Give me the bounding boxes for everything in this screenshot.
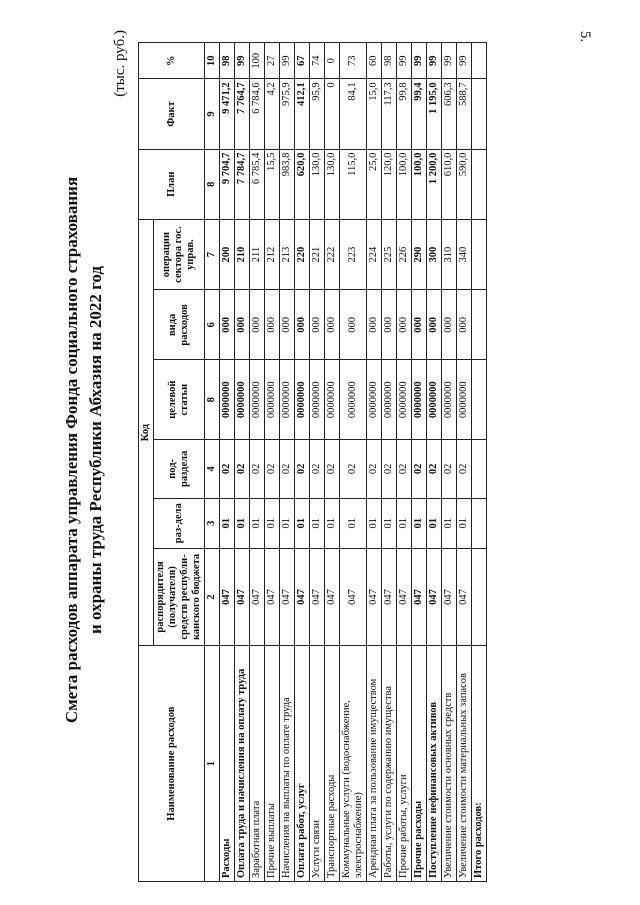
cell-type: 000 (310, 290, 325, 360)
cell-fact: 588,7 (457, 79, 472, 149)
cell-pct: 73 (340, 43, 367, 79)
cell-type: 000 (325, 290, 340, 360)
cell-fact: 412,1 (295, 79, 310, 149)
header-subsection: под-раздела (154, 439, 205, 498)
table-row (235, 43, 250, 882)
cell-subsection: 02 (340, 439, 367, 498)
cell-plan: 7 784,7 (235, 149, 250, 219)
cell-section: 01 (340, 498, 367, 548)
title-line-2: и охраны труда Республики Абхазия на 2022 год (86, 265, 105, 635)
cell-fact: 99,8 (397, 79, 412, 149)
cell-type: 000 (382, 290, 397, 360)
cell-section: 01 (220, 498, 235, 548)
header-code: Код (139, 219, 154, 645)
cell-name: Арендная плата за пользование имуществом (367, 646, 382, 882)
cell-type: 000 (457, 290, 472, 360)
budget-table (138, 42, 487, 882)
table-row (325, 43, 340, 882)
cell-target: 0000000 (325, 360, 340, 439)
cell-op: 226 (397, 219, 412, 289)
cell-op: 220 (295, 219, 310, 289)
cell-target: 0000000 (310, 360, 325, 439)
cell-section: 01 (442, 498, 457, 548)
cell-type: 000 (235, 290, 250, 360)
cell-op: 222 (325, 219, 340, 289)
header-fact: Факт (139, 79, 205, 149)
cell-name: Услуги связи (310, 646, 325, 882)
cell-section: 01 (457, 498, 472, 548)
cell-subsection: 02 (280, 439, 295, 498)
table-row (457, 43, 472, 882)
cell-subsection: 02 (442, 439, 457, 498)
table-row (295, 43, 310, 882)
total-row (472, 43, 487, 882)
cell-subsection: 02 (367, 439, 382, 498)
cell-fact: 6 784,6 (250, 79, 265, 149)
cell-section: 01 (397, 498, 412, 548)
cell-op: 212 (265, 219, 280, 289)
cell-subsection: 02 (412, 439, 427, 498)
cell-section: 01 (427, 498, 442, 548)
cell-plan: 100,0 (412, 149, 427, 219)
cell-type: 000 (265, 290, 280, 360)
cell-subsection: 02 (250, 439, 265, 498)
cell-fact: 84,1 (340, 79, 367, 149)
page-number: 5. (577, 30, 594, 43)
cell-plan: 130,0 (325, 149, 340, 219)
cell-name: Поступление нефинансовых активов (427, 646, 442, 882)
total-label: Итого расходов: (472, 646, 487, 882)
cell-section: 01 (295, 498, 310, 548)
cell-name: Увеличение стоимости материальных запасов (457, 646, 472, 882)
cell-fact: 4,2 (265, 79, 280, 149)
cell-plan: 610,0 (442, 149, 457, 219)
cell-pct: 0 (325, 43, 340, 79)
cell-name: Увеличение стоимости основных средств (442, 646, 457, 882)
table-row (442, 43, 457, 882)
cell-target: 0000000 (250, 360, 265, 439)
cell-name: Оплата работ, услуг (295, 646, 310, 882)
column-number: 9 (205, 79, 220, 149)
cell-section: 01 (250, 498, 265, 548)
cell-op: 210 (235, 219, 250, 289)
cell-plan: 15,5 (265, 149, 280, 219)
cell-subsection: 02 (397, 439, 412, 498)
cell-op: 224 (367, 219, 382, 289)
cell-section: 01 (280, 498, 295, 548)
cell-type: 000 (295, 290, 310, 360)
header-plan: План (139, 149, 205, 219)
cell-plan: 590,0 (457, 149, 472, 219)
header-percent: % (139, 43, 205, 79)
cell-fact: 99,4 (412, 79, 427, 149)
cell-fact: 9 471,2 (220, 79, 235, 149)
table-row (250, 43, 265, 882)
cell-op: 225 (382, 219, 397, 289)
cell-subsection: 02 (235, 439, 250, 498)
table-row (340, 43, 367, 882)
cell-section: 01 (325, 498, 340, 548)
cell-plan: 1 200,0 (427, 149, 442, 219)
cell-section: 01 (382, 498, 397, 548)
cell-manager: 047 (325, 548, 340, 646)
document-title (60, 10, 108, 890)
cell-manager: 047 (412, 548, 427, 646)
cell-target: 0000000 (280, 360, 295, 439)
cell-pct: 99 (412, 43, 427, 79)
cell-manager: 047 (220, 548, 235, 646)
cell-target: 0000000 (457, 360, 472, 439)
cell-pct: 98 (220, 43, 235, 79)
cell-section: 01 (235, 498, 250, 548)
cell-pct: 99 (397, 43, 412, 79)
cell-name: Оплата труда и начисления на оплату труда (235, 646, 250, 882)
header-operation: операции сектора гос. управ. (154, 219, 205, 289)
cell-pct: 99 (280, 43, 295, 79)
table-row (220, 43, 235, 882)
table-row (382, 43, 397, 882)
cell-op: 290 (412, 219, 427, 289)
cell-manager: 047 (367, 548, 382, 646)
cell-target: 0000000 (367, 360, 382, 439)
cell-manager: 047 (397, 548, 412, 646)
cell-pct: 74 (310, 43, 325, 79)
cell-subsection: 02 (427, 439, 442, 498)
header-section: раз-дела (154, 498, 205, 548)
column-number-row (205, 43, 220, 882)
cell-target: 0000000 (235, 360, 250, 439)
cell-target: 0000000 (265, 360, 280, 439)
cell-op: 310 (442, 219, 457, 289)
column-number: 8 (205, 149, 220, 219)
cell-fact: 606,3 (442, 79, 457, 149)
cell-fact: 95,9 (310, 79, 325, 149)
cell-subsection: 02 (220, 439, 235, 498)
cell-fact: 0 (325, 79, 340, 149)
cell-plan: 120,0 (382, 149, 397, 219)
cell-manager: 047 (427, 548, 442, 646)
cell-type: 000 (397, 290, 412, 360)
column-number: 6 (205, 290, 220, 360)
cell-fact: 15,0 (367, 79, 382, 149)
title-line-1: Смета расходов аппарата управления Фонда социального страхования (62, 176, 81, 724)
cell-type: 000 (340, 290, 367, 360)
units-label: (тыс. руб.) (112, 30, 128, 97)
cell-manager: 047 (442, 548, 457, 646)
cell-manager: 047 (235, 548, 250, 646)
cell-subsection: 02 (265, 439, 280, 498)
cell-plan: 115,0 (340, 149, 367, 219)
cell-op: 340 (457, 219, 472, 289)
column-number: 2 (205, 548, 220, 646)
cell-plan: 130,0 (310, 149, 325, 219)
cell-manager: 047 (250, 548, 265, 646)
cell-op: 300 (427, 219, 442, 289)
cell-pct: 100 (250, 43, 265, 79)
table-row (397, 43, 412, 882)
header-expense-type: вида расходов (154, 290, 205, 360)
cell-section: 01 (310, 498, 325, 548)
cell-name: Работы, услуги по содержанию имущества (382, 646, 397, 882)
cell-fact: 117,3 (382, 79, 397, 149)
header-name: Наименование расходов (139, 646, 205, 882)
column-number: 4 (205, 439, 220, 498)
cell-target: 0000000 (382, 360, 397, 439)
cell-op: 221 (310, 219, 325, 289)
cell-pct: 60 (367, 43, 382, 79)
table-body (220, 43, 472, 882)
cell-pct: 99 (427, 43, 442, 79)
cell-type: 000 (367, 290, 382, 360)
cell-target: 0000000 (340, 360, 367, 439)
cell-type: 000 (280, 290, 295, 360)
cell-name: Начисления на выплаты по оплате труда (280, 646, 295, 882)
header-target: целевой статьи (154, 360, 205, 439)
column-number: 7 (205, 219, 220, 289)
cell-name: Заработная плата (250, 646, 265, 882)
cell-target: 0000000 (220, 360, 235, 439)
column-number: 3 (205, 498, 220, 548)
table-row (427, 43, 442, 882)
column-number: 1 (205, 646, 220, 882)
cell-subsection: 02 (310, 439, 325, 498)
rotated-page-content (20, 10, 620, 890)
cell-manager: 047 (265, 548, 280, 646)
cell-op: 213 (280, 219, 295, 289)
cell-pct: 99 (235, 43, 250, 79)
cell-target: 0000000 (412, 360, 427, 439)
cell-type: 000 (442, 290, 457, 360)
cell-section: 01 (412, 498, 427, 548)
cell-manager: 047 (280, 548, 295, 646)
cell-pct: 99 (457, 43, 472, 79)
table-row (280, 43, 295, 882)
cell-name: Расходы (220, 646, 235, 882)
table-row (412, 43, 427, 882)
cell-manager: 047 (310, 548, 325, 646)
cell-fact: 7 764,7 (235, 79, 250, 149)
column-number: 8 (205, 360, 220, 439)
cell-name: Прочие расходы (412, 646, 427, 882)
cell-plan: 620,0 (295, 149, 310, 219)
header-manager: распорядителя (получателя) средств республи-канского бюджета (154, 548, 205, 646)
cell-plan: 6 785,4 (250, 149, 265, 219)
cell-subsection: 02 (457, 439, 472, 498)
cell-op: 211 (250, 219, 265, 289)
cell-pct: 99 (442, 43, 457, 79)
cell-op: 200 (220, 219, 235, 289)
cell-type: 000 (250, 290, 265, 360)
cell-manager: 047 (382, 548, 397, 646)
table-row (310, 43, 325, 882)
cell-fact: 1 195,0 (427, 79, 442, 149)
cell-name: Транспортные расходы (325, 646, 340, 882)
table-row (265, 43, 280, 882)
cell-pct: 67 (295, 43, 310, 79)
table-row (367, 43, 382, 882)
cell-plan: 983,8 (280, 149, 295, 219)
cell-plan: 25,0 (367, 149, 382, 219)
cell-subsection: 02 (325, 439, 340, 498)
cell-manager: 047 (295, 548, 310, 646)
cell-plan: 100,0 (397, 149, 412, 219)
cell-plan: 9 704,7 (220, 149, 235, 219)
cell-name: Прочие выплаты (265, 646, 280, 882)
cell-section: 01 (367, 498, 382, 548)
cell-manager: 047 (457, 548, 472, 646)
cell-subsection: 02 (295, 439, 310, 498)
cell-name: Коммунальные услуги (водоснабжение, электроснабжение) (340, 646, 367, 882)
cell-op: 223 (340, 219, 367, 289)
cell-fact: 975,9 (280, 79, 295, 149)
cell-target: 0000000 (397, 360, 412, 439)
cell-type: 000 (427, 290, 442, 360)
cell-type: 000 (220, 290, 235, 360)
cell-pct: 27 (265, 43, 280, 79)
cell-target: 0000000 (427, 360, 442, 439)
cell-pct: 98 (382, 43, 397, 79)
cell-name: Прочие работы, услуги (397, 646, 412, 882)
cell-target: 0000000 (442, 360, 457, 439)
cell-subsection: 02 (382, 439, 397, 498)
cell-manager: 047 (340, 548, 367, 646)
cell-target: 0000000 (295, 360, 310, 439)
cell-section: 01 (265, 498, 280, 548)
cell-type: 000 (412, 290, 427, 360)
column-number: 10 (205, 43, 220, 79)
